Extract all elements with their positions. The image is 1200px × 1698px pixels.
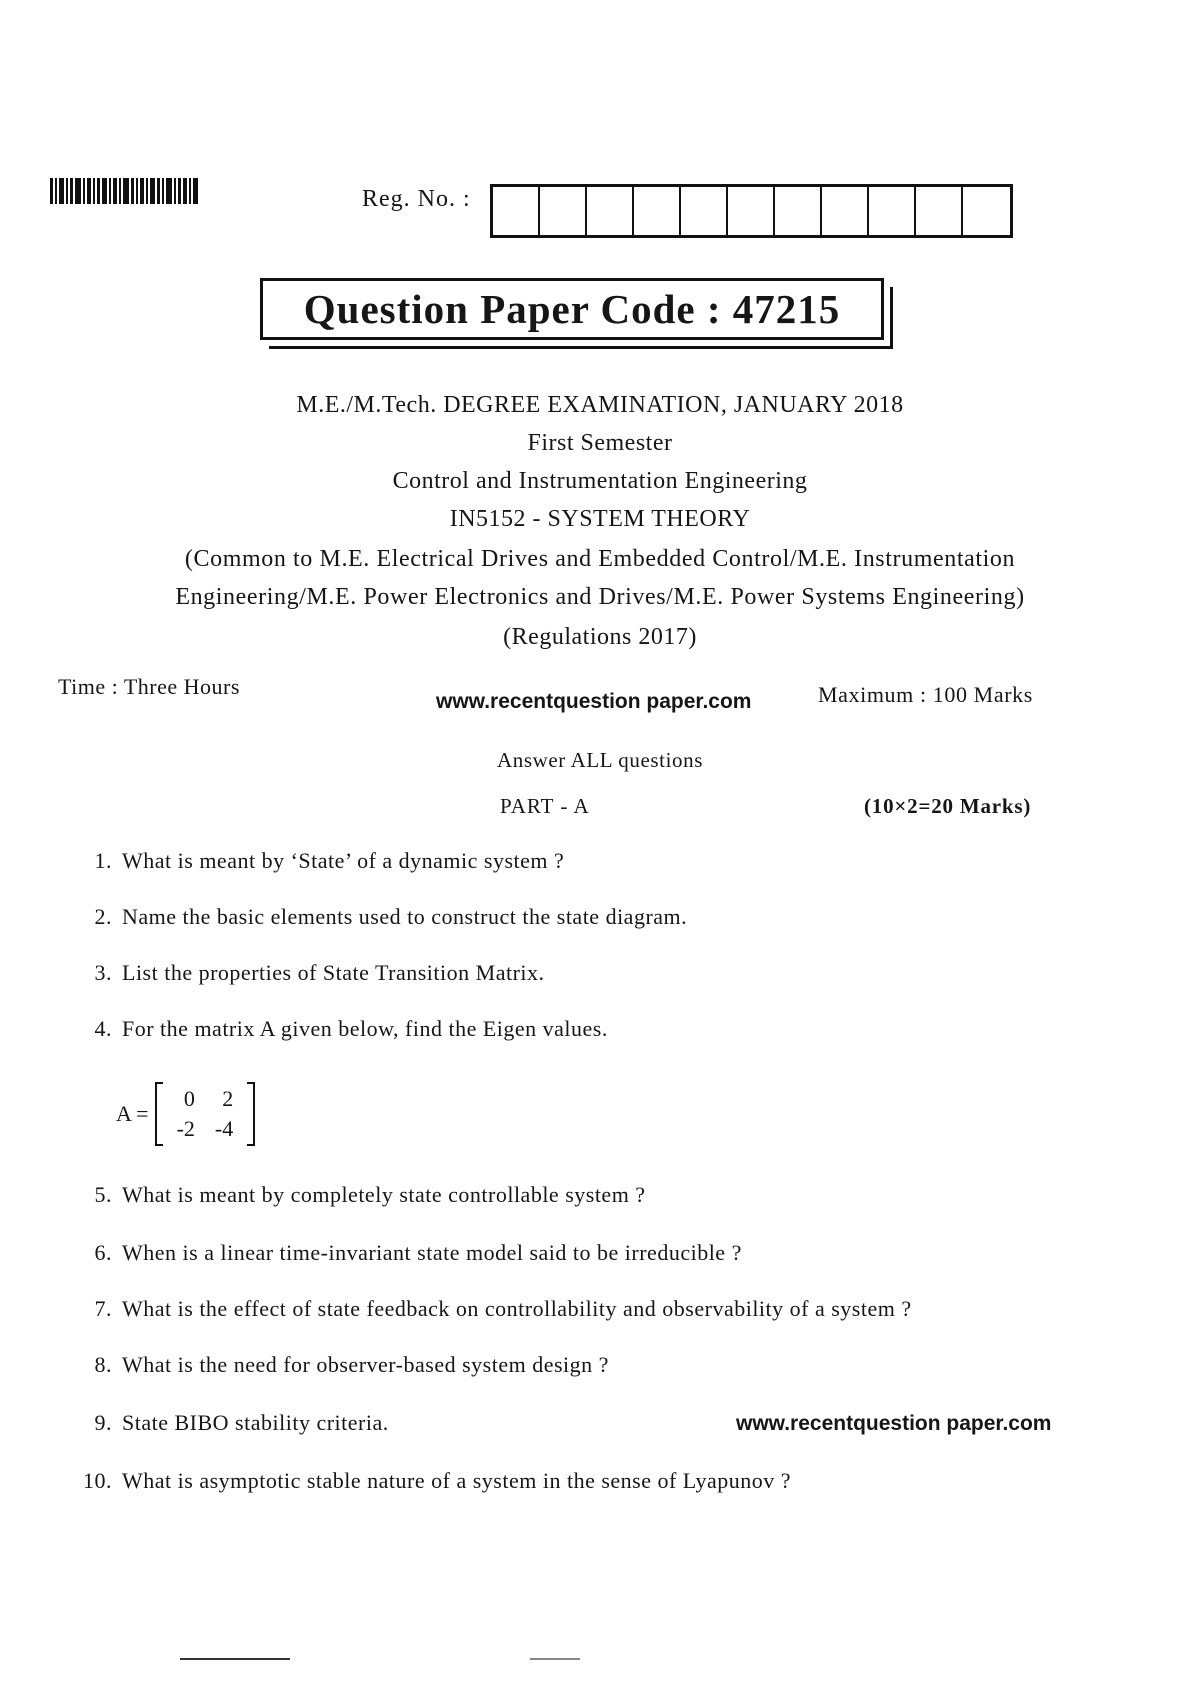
website-watermark: www.recentquestion paper.com [736,1412,1052,1435]
question-number: 5. [94,1182,112,1207]
reg-no-box[interactable] [963,187,1010,235]
question-text: State BIBO stability criteria. [122,1410,389,1435]
part-title: PART - A [500,794,590,818]
question-number: 2. [94,904,112,929]
matrix-cell: -2 [176,1116,195,1141]
matrix-cell: -4 [214,1116,234,1141]
question-number: 7. [94,1296,112,1321]
right-bracket [247,1082,255,1146]
reg-no-box[interactable] [540,187,587,235]
divider [180,1658,290,1660]
reg-no-box[interactable] [916,187,963,235]
question-text: What is meant by ‘State’ of a dynamic system ? [122,848,565,873]
exam-semester: First Semester [527,430,673,456]
question-item [80,960,545,986]
question-text: List the properties of State Transition Matrix. [122,960,545,985]
reg-no-boxes[interactable] [490,184,1013,238]
reg-no-box[interactable] [869,187,916,235]
divider [530,1658,580,1660]
question-item [80,1182,646,1208]
exam-duration: Time : Three Hours [58,674,240,699]
exam-branch: Control and Instrumentation Engineering [392,468,808,494]
reg-no-box[interactable] [728,187,775,235]
left-bracket [155,1082,163,1146]
instruction: Answer ALL questions [496,748,704,772]
reg-no-box[interactable] [493,187,540,235]
question-number: 9. [94,1410,112,1435]
matrix-cell: 2 [222,1086,234,1111]
question-item [80,1016,608,1042]
reg-no-label: Reg. No. : [362,186,471,212]
question-text: When is a linear time-invariant state model said to be irreducible ? [122,1240,742,1265]
question-item [80,1410,389,1436]
question-number: 8. [94,1352,112,1377]
reg-no-box[interactable] [634,187,681,235]
matrix-cell: 0 [183,1086,195,1111]
exam-subject: IN5152 - SYSTEM THEORY [449,506,751,532]
question-number: 4. [94,1016,112,1041]
question-number: 1. [94,848,112,873]
question-text: What is asymptotic stable nature of a system in the sense of Lyapunov ? [122,1468,792,1493]
common-to-line-1: (Common to M.E. Electrical Drives and Embedded Control/M.E. Instrumentation [184,546,1016,572]
question-item [80,904,687,930]
question-item [80,1468,791,1494]
matrix-label: A = [116,1101,149,1126]
question-text: Name the basic elements used to construct the state diagram. [122,904,688,929]
question-item [80,1296,912,1322]
matrix-values [167,1084,244,1144]
regulations: (Regulations 2017) [503,624,697,650]
question-text: What is meant by completely state controllable system ? [122,1182,646,1207]
barcode [50,178,218,204]
reg-no-box[interactable] [775,187,822,235]
question-text: For the matrix A given below, find the Eigen values. [122,1016,608,1041]
matrix-a [116,1082,255,1146]
question-number: 6. [94,1240,112,1265]
maximum-marks: Maximum : 100 Marks [818,682,1033,707]
reg-no-box[interactable] [587,187,634,235]
website-watermark: www.recentquestion paper.com [436,690,752,713]
reg-no-box[interactable] [822,187,869,235]
question-paper-code: Question Paper Code : 47215 [260,278,884,340]
exam-degree: M.E./M.Tech. DEGREE EXAMINATION, JANUARY 2018 [296,392,904,418]
question-text: What is the need for observer-based system design ? [122,1352,609,1377]
question-text: What is the effect of state feedback on controllability and observability of a system ? [122,1296,912,1321]
reg-no-box[interactable] [681,187,728,235]
common-to-line-2: Engineering/M.E. Power Electronics and Drives/M.E. Power Systems Engineering) [175,584,1025,610]
question-item [80,848,564,874]
question-item [80,1352,609,1378]
question-number: 10. [83,1468,112,1493]
part-marks: (10×2=20 Marks) [864,794,1032,818]
question-item [80,1240,742,1266]
question-number: 3. [94,960,112,985]
